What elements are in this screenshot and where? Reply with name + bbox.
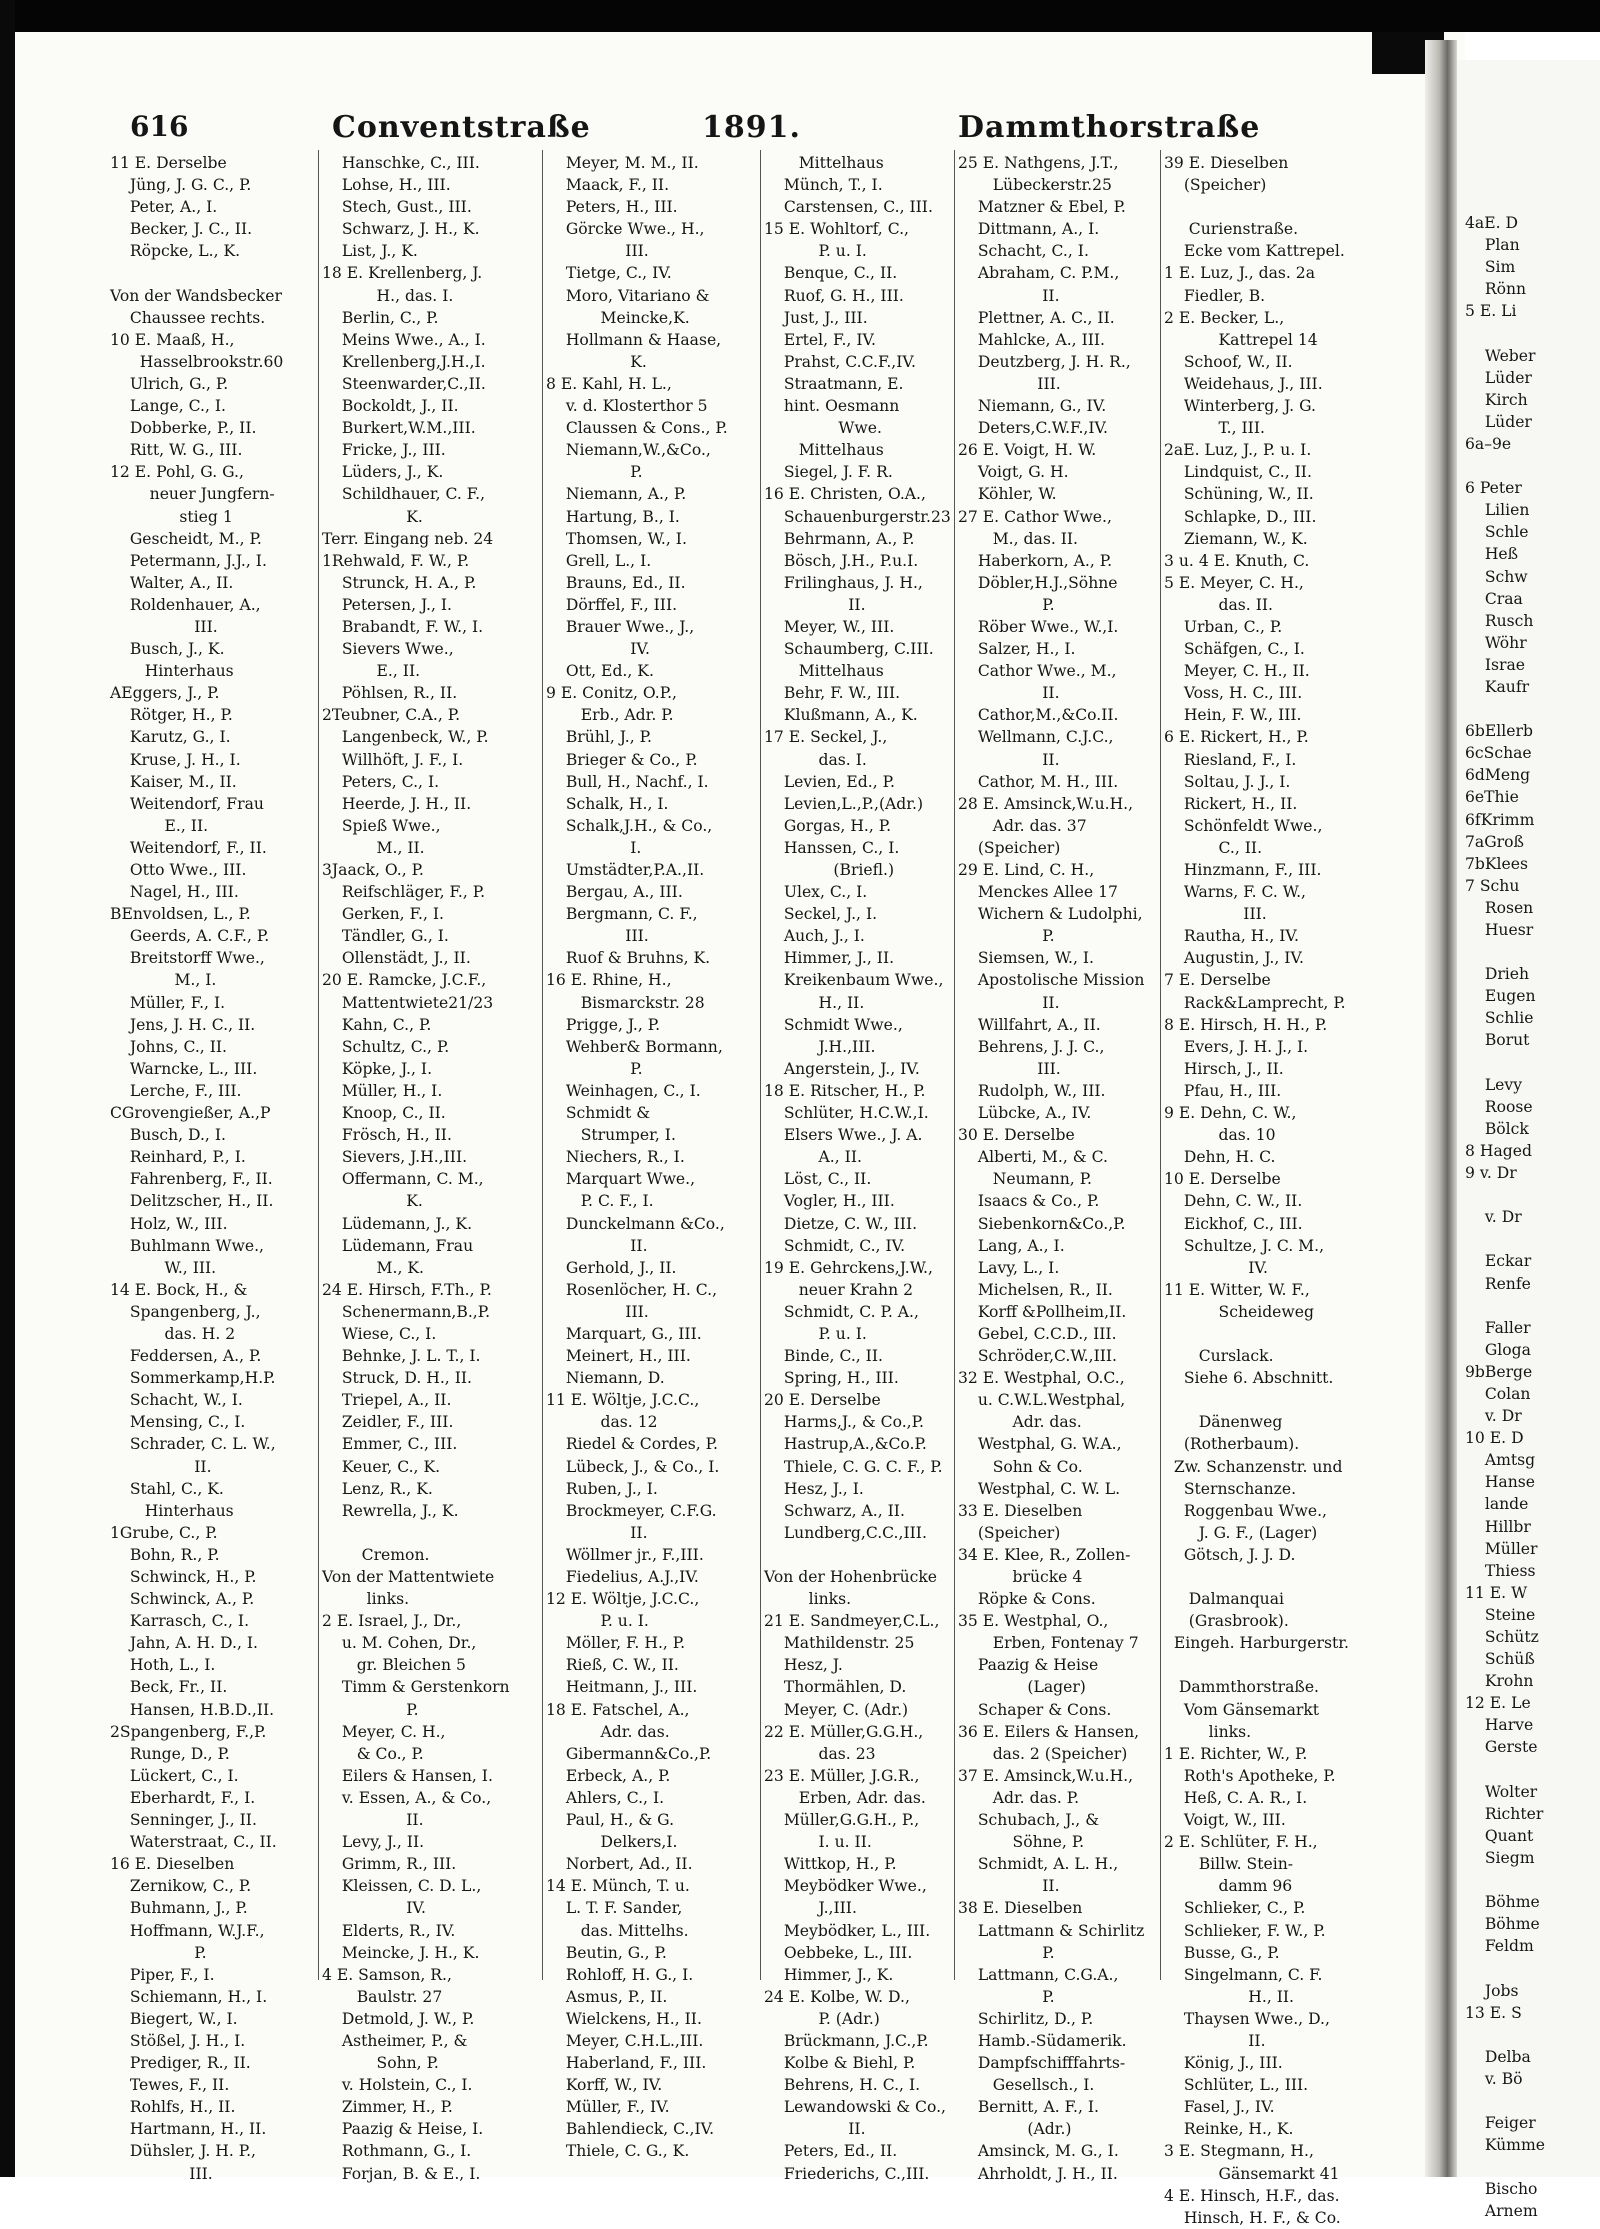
- book-gutter: [1425, 40, 1457, 2177]
- page-number: 616: [130, 110, 189, 143]
- column-rule-5: [1160, 150, 1161, 1980]
- directory-column-2: Hanschke, C., III. Lohse, H., III. Stech, Gust., III. Schwarz, J. H., K. List, J., K. 18 E. Krellenberg, J. H., das. I. Berlin, C., P. Meins Wwe., A., I. Krellenberg,J.H.,I. Steenwarder,C.,II. Bockoldt, J., II. Burkert,W.M.,III. Fricke, J., III. Lüders, J., K. Schildhauer, C. F., K. Terr. Eingang neb. 24 1Rehwald, F. W., P. Strunck, H. A., P. Petersen, J., I. Brabandt, F. W., I. Sievers Wwe., E., II. Pöhlsen, R., II. 2Teubner, C.A., P. Langenbeck, W., P. Willhöft, J. F., I. Peters, C., I. Heerde, J. H., II. Spieß Wwe., M., II. 3Jaack, O., P. Reifschläger, F., P. Gerken, F., I. Tändler, G., I. Ollenstädt, J., II. 20 E. Ramcke, J.C.F., Mattentwiete21/23 Kahn, C., P. Schultz, C., P. Köpke, J., I. Müller, H., I. Knoop, C., II. Frösch, H., II. Sievers, J.H.,III. Offermann, C. M., K. Lüdemann, J., K. Lüdemann, Frau M., K. 24 E. Hirsch, F.Th., P. Schenermann,B.,P. Wiese, C., I. Behnke, J. L. T., I. Struck, D. H., II. Triepel, A., II. Zeidler, F., III. Emmer, C., III. Keuer, C., K. Lenz, R., K. Rewrella, J., K. Cremon. Von der Mattentwiete links. 2 E. Israel, J., Dr., u. M. Cohen, Dr., gr. Bleichen 5 Timm & Gerstenkorn P. Meyer, C. H., & Co., P. Eilers & Hansen, I. v. Essen, A., & Co., II. Levy, J., II. Grimm, R., III. Kleissen, C. D. L., IV. Elderts, R., IV. Meincke, J. H., K. 4 E. Samson, R., Baulstr. 27 Detmold, J. W., P. Astheimer, P., & Sohn, P. v. Holstein, C., I. Zimmer, H., P. Paazig & Heise, I. Rothmann, G., I. Forjan, B. & E., I.: [322, 154, 510, 2183]
- directory-column-3: Meyer, M. M., II. Maack, F., II. Peters, H., III. Görcke Wwe., H., III. Tietge, C., IV. Moro, Vitariano & Meincke,K. Hollmann & Haase, K. 8 E. Kahl, H. L., v. d. Klosterthor 5 Claussen & Cons., P. Niemann,W.,&Co., P. Niemann, A., P. Hartung, B., I. Thomsen, W., I. Grell, L., I. Brauns, Ed., II. Dörffel, F., III. Brauer Wwe., J., IV. Ott, Ed., K. 9 E. Conitz, O.P., Erb., Adr. P. Brühl, J., P. Brieger & Co., P. Bull, H., Nachf., I. Schalk, H., I. Schalk,J.H., & Co., I. Umstädter,P.A.,II. Bergau, A., III. Bergmann, C. F., III. Ruof & Bruhns, K. 16 E. Rhine, H., Bismarckstr. 28 Prigge, J., P. Wehber& Bormann, P. Weinhagen, C., I. Schmidt & Strumper, I. Niechers, R., I. Marquart Wwe., P. C. F., I. Dunckelmann &Co., II. Gerhold, J., II. Rosenlöcher, H. C., III. Marquart, G., III. Meinert, H., III. Niemann, D. 11 E. Wöltje, J.C.C., das. 12 Riedel & Cordes, P. Lübeck, J., & Co., I. Ruben, J., I. Brockmeyer, C.F.G. II. Wöllmer jr., F.,III. Fiedelius, A.J.,IV. 12 E. Wöltje, J.C.C., P. u. I. Möller, F. H., P. Rieß, C. W., II. Heitmann, J., III. 18 E. Fatschel, A., Adr. das. Gibermann&Co.,P. Erbeck, A., P. Ahlers, C., I. Paul, H., & G. Delkers,I. Norbert, Ad., II. 14 E. Münch, T. u. L. T. F. Sander, das. Mittelhs. Beutin, G., P. Rohloff, H. G., I. Asmus, P., II. Wielckens, H., II. Meyer, C.H.L.,III. Haberland, F., III. Korff, W., IV. Müller, F., IV. Bahlendieck, C.,IV. Thiele, C. G., K.: [546, 154, 728, 2161]
- scan-left-edge: [0, 0, 15, 2177]
- page-header: [120, 110, 1261, 150]
- adjacent-page: [1457, 60, 1600, 2221]
- directory-column-1: 11 E. Derselbe Jüng, J. G. C., P. Peter, A., I. Becker, J. C., II. Röpcke, L., K. Von der Wandsbecker Chaussee rechts. 10 E. Maaß, H., Hasselbrookstr.60 Ulrich, G., P. Lange, C., I. Dobberke, P., II. Ritt, W. G., III. 12 E. Pohl, G. G., neuer Jungfern- stieg 1 Gescheidt, M., P. Petermann, J.J., I. Walter, A., II. Roldenhauer, A., III. Busch, J., K. Hinterhaus AEggers, J., P. Rötger, H., P. Karutz, G., I. Kruse, J. H., I. Kaiser, M., II. Weitendorf, Frau E., II. Weitendorf, F., II. Otto Wwe., III. Nagel, H., III. BEnvoldsen, L., P. Geerds, A. C.F., P. Breitstorff Wwe., M., I. Müller, F., I. Jens, J. H. C., II. Johns, C., II. Warncke, L., III. Lerche, F., III. CGrovengießer, A.,P Busch, D., I. Reinhard, P., I. Fahrenberg, F., II. Delitzscher, H., II. Holz, W., III. Buhlmann Wwe., W., III. 14 E. Bock, H., & Spangenberg, J., das. H. 2 Feddersen, A., P. Sommerkamp,H.P. Schacht, W., I. Mensing, C., I. Schrader, C. L. W., II. Stahl, C., K. Hinterhaus 1Grube, C., P. Bohn, R., P. Schwinck, H., P. Schwinck, A., P. Karrasch, C., I. Jahn, A. H. D., I. Hoth, L., I. Beck, Fr., II. Hansen, H.B.D.,II. 2Spangenberg, F.,P. Runge, D., P. Lückert, C., I. Eberhardt, F., I. Senninger, J., II. Waterstraat, C., II. 16 E. Dieselben Zernikow, C., P. Buhmann, J., P. Hoffmann, W.J.F., P. Piper, F., I. Schiemann, H., I. Biegert, W., I. Stößel, J. H., I. Prediger, R., II. Tewes, F., II. Rohlfs, H., II. Hartmann, H., II. Dühsler, J. H. P., III.: [110, 154, 284, 2183]
- header-year: 1891.: [702, 110, 801, 145]
- column-rule-2: [542, 150, 543, 1980]
- directory-column-6: 39 E. Dieselben (Speicher) Curienstraße. Ecke vom Kattrepel. 1 E. Luz, J., das. 2a Fiedler, B. 2 E. Becker, L., Kattrepel 14 Schoof, W., II. Weidehaus, J., III. Winterberg, J. G. T., III. 2aE. Luz, J., P. u. I. Lindquist, C., II. Schüning, W., II. Schlapke, D., III. Ziemann, W., K. 3 u. 4 E. Knuth, C. 5 E. Meyer, C. H., das. II. Urban, C., P. Schäfgen, C., I. Meyer, C. H., II. Voss, H. C., III. Hein, F. W., III. 6 E. Rickert, H., P. Riesland, F., I. Soltau, J. J., I. Rickert, H., II. Schönfeldt Wwe., C., II. Hinzmann, F., III. Warns, F. C. W., III. Rautha, H., IV. Augustin, J., IV. 7 E. Derselbe Rack&Lamprecht, P. 8 E. Hirsch, H. H., P. Evers, J. H. J., I. Hirsch, J., II. Pfau, H., III. 9 E. Dehn, C. W., das. 10 Dehn, H. C. 10 E. Derselbe Dehn, C. W., II. Eickhof, C., III. Schultze, J. C. M., IV. 11 E. Witter, W. F., Scheideweg Curslack. Siehe 6. Abschnitt. Dänenweg (Rotherbaum). Zw. Schanzenstr. und Sternschanze. Roggenbau Wwe., J. G. F., (Lager) Götsch, J. J. D. Dalmanquai (Grasbrook). Eingeh. Harburgerstr. Dammthorstraße. Vom Gänsemarkt links. 1 E. Richter, W., P. Roth's Apotheke, P. Heß, C. A. R., I. Voigt, W., III. 2 E. Schlüter, F. H., Billw. Stein- damm 96 Schlieker, C., P. Schlieker, F. W., P. Busse, G., P. Singelmann, C. F. H., II. Thaysen Wwe., D., II. König, J., III. Schlüter, L., III. Fasel, J., IV. Reinke, H., K. 3 E. Stegmann, H., Gänsemarkt 41 4 E. Hinsch, H.F., das. Hinsch, H. F., & Co.: [1164, 154, 1349, 2227]
- column-rule-3: [760, 150, 761, 1980]
- adjacent-page-column: 4aE. D Plan Sim Rönn 5 E. Li Weber Lüder Kirch Lüder 6a–9e 6 Peter Lilien Schle Heß Schw Craa Rusch Wöhr Israe Kaufr 6bEllerb 6cSchae 6dMeng 6eThie 6fKrimm 7aGroß 7bKlees 7 Schu Rosen Huesr Drieh Eugen Schlie Borut Levy Roose Bölck 8 Haged 9 v. Dr v. Dr Eckar Renfe Faller Gloga 9bBerge Colan v. Dr 10 E. D Amtsg Hanse lande Hillbr Müller Thiess 11 E. W Steine Schütz Schüß Krohn 12 E. Le Harve Gerste Wolter Richter Quant Siegm Böhme Böhme Feldm Jobs 13 E. S Delba v. Bö Feiger Kümme Bischo Arnem: [1465, 214, 1545, 2221]
- header-street-left: Conventstraße: [332, 110, 591, 145]
- directory-column-5: 25 E. Nathgens, J.T., Lübeckerstr.25 Matzner & Ebel, P. Dittmann, A., I. Schacht, C., I. Abraham, C. P.M., II. Plettner, A. C., II. Mahlcke, A., III. Deutzberg, J. H. R., III. Niemann, G., IV. Deters,C.W.F.,IV. 26 E. Voigt, H. W. Voigt, G. H. Köhler, W. 27 E. Cathor Wwe., M., das. II. Haberkorn, A., P. Döbler,H.J.,Söhne P. Röber Wwe., W.,I. Salzer, H., I. Cathor Wwe., M., II. Cathor,M.,&Co.II. Wellmann, C.J.C., II. Cathor, M. H., III. 28 E. Amsinck,W.u.H., Adr. das. 37 (Speicher) 29 E. Lind, C. H., Menckes Allee 17 Wichern & Ludolphi, P. Siemsen, W., I. Apostolische Mission II. Willfahrt, A., II. Behrens, J. J. C., III. Rudolph, W., III. Lübcke, A., IV. 30 E. Derselbe Alberti, M., & C. Neumann, P. Isaacs & Co., P. Siebenkorn&Co.,P. Lang, A., I. Lavy, L., I. Michelsen, R., II. Korff &Pollheim,II. Gebel, C.C.D., III. Schröder,C.W.,III. 32 E. Westphal, O.C., u. C.W.L.Westphal, Adr. das. Westphal, G. W.A., Sohn & Co. Westphal, C. W. L. 33 E. Dieselben (Speicher) 34 E. Klee, R., Zollen- brücke 4 Röpke & Cons. 35 E. Westphal, O., Erben, Fontenay 7 Paazig & Heise (Lager) Schaper & Cons. 36 E. Eilers & Hansen, das. 2 (Speicher) 37 E. Amsinck,W.u.H., Adr. das. P. Schubach, J., & Söhne, P. Schmidt, A. L. H., II. 38 E. Dieselben Lattmann & Schirlitz P. Lattmann, C.G.A., P. Schirlitz, D., P. Hamb.-Südamerik. Dampfschifffahrts- Gesellsch., I. Bernitt, A. F., I. (Adr.) Amsinck, M. G., I. Ahrholdt, J. H., II.: [958, 154, 1145, 2183]
- directory-column-4: Mittelhaus Münch, T., I. Carstensen, C., III. 15 E. Wohltorf, C., P. u. I. Benque, C., II. Ruof, G. H., III. Just, J., III. Ertel, F., IV. Prahst, C.C.F.,IV. Straatmann, E. hint. Oesmann Wwe. Mittelhaus Siegel, J. F. R. 16 E. Christen, O.A., Schauenburgerstr.23 Behrmann, A., P. Bösch, J.H., P.u.I. Frilinghaus, J. H., II. Meyer, W., III. Schaumberg, C.III. Mittelhaus Behr, F. W., III. Klußmann, A., K. 17 E. Seckel, J., das. I. Levien, Ed., P. Levien,L.,P.,(Adr.) Gorgas, H., P. Hanssen, C., I. (Briefl.) Ulex, C., I. Seckel, J., I. Auch, J., I. Himmer, J., II. Kreikenbaum Wwe., H., II. Schmidt Wwe., J.H.,III. Angerstein, J., IV. 18 E. Ritscher, H., P. Schlüter, H.C.W.,I. Elsers Wwe., J. A. A., II. Löst, C., II. Vogler, H., III. Dietze, C. W., III. Schmidt, C., IV. 19 E. Gehrckens,J.W., neuer Krahn 2 Schmidt, C. P. A., P. u. I. Binde, C., II. Spring, H., III. 20 E. Derselbe Harms,J., & Co.,P. Hastrup,A.,&Co.P. Thiele, C. G. C. F., P. Hesz, J., I. Schwarz, A., II. Lundberg,C.C.,III. Von der Hohenbrücke links. 21 E. Sandmeyer,C.L., Mathildenstr. 25 Hesz, J. Thormählen, D. Meyer, C. (Adr.) 22 E. Müller,G.G.H., das. 23 23 E. Müller, J.G.R., Erben, Adr. das. Müller,G.G.H., P., I. u. II. Wittkop, H., P. Meybödker Wwe., J.,III. Meybödker, L., III. Oebbeke, L., III. Himmer, J., K. 24 E. Kolbe, W. D., P. (Adr.) Brückmann, J.C.,P. Kolbe & Biehl, P. Behrens, H. C., I. Lewandowski & Co., II. Peters, Ed., II. Friederichs, C.,III.: [764, 154, 951, 2183]
- header-street-right: Dammthorstraße: [958, 110, 1261, 145]
- column-rule-1: [318, 150, 319, 1980]
- scan-top-edge: [0, 0, 1600, 32]
- column-rule-4: [954, 150, 955, 1980]
